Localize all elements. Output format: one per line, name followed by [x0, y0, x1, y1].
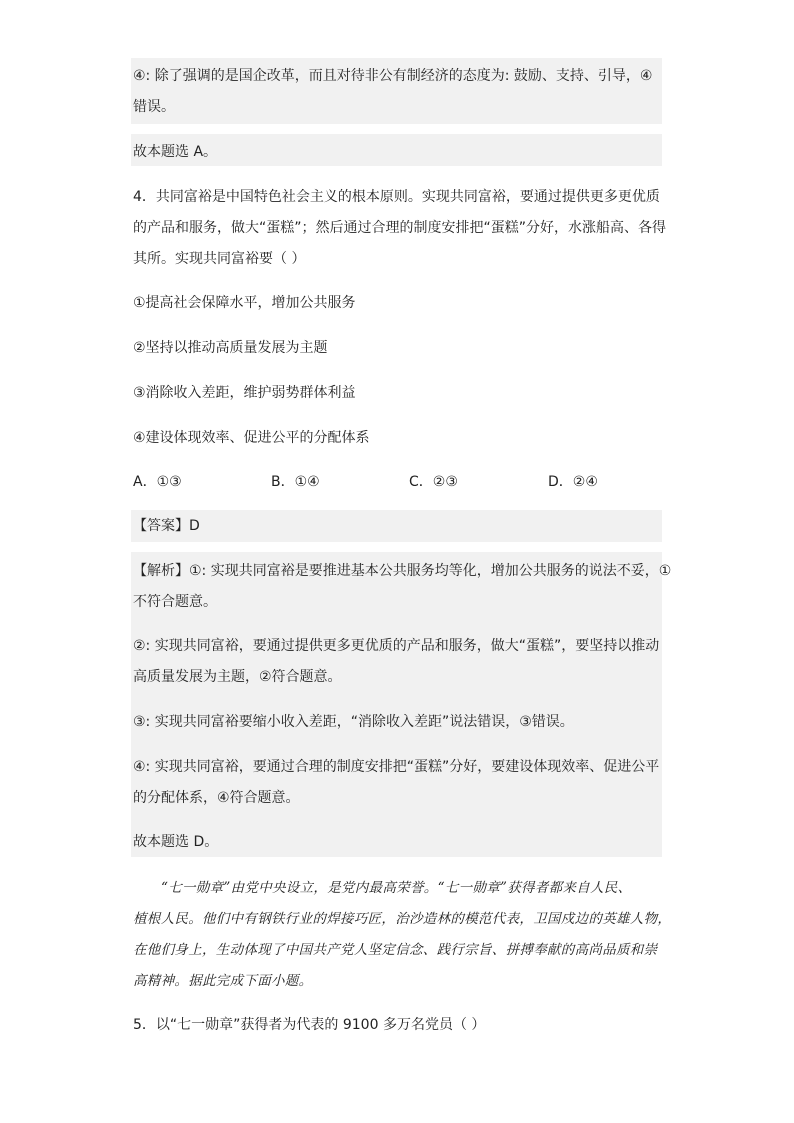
answer-block — [131, 510, 662, 542]
analysis-line: 的分配体系，④符合题意。 — [133, 790, 300, 806]
option-d: D．②④ — [548, 474, 598, 490]
option-c: C．②③ — [409, 474, 458, 490]
option-a: A．①③ — [133, 474, 182, 490]
prev-conclusion: 故本题选 A。 — [133, 144, 218, 160]
material-line: 在他们身上，生动体现了中国共产党人坚定信念、践行宗旨、拼搏奉献的高尚品质和崇 — [133, 942, 658, 958]
analysis-line: 不符合题意。 — [133, 594, 217, 610]
material-line: 植根人民。他们中有钢铁行业的焊接巧匠，治沙造林的模范代表，卫国戍边的英雄人物， — [133, 911, 672, 927]
prev-analysis-line: 错误。 — [133, 99, 175, 115]
question-4-stem: 4．共同富裕是中国特色社会主义的根本原则。实现共同富裕，要通过提供更多更优质 — [133, 189, 660, 205]
prev-analysis-line: ④: 除了强调的是国企改革，而且对待非公有制经济的态度为: 鼓励、支持、引导，④ — [133, 68, 653, 84]
material-line: 高精神。据此完成下面小题。 — [133, 973, 313, 989]
statement-2: ②坚持以推动高质量发展为主题 — [133, 340, 328, 356]
question-4-stem: 的产品和服务，做大“蛋糕”；然后通过合理的制度安排把“蛋糕”分好，水涨船高、各得 — [133, 220, 667, 236]
statement-4: ④建设体现效率、促进公平的分配体系 — [133, 430, 370, 446]
analysis-conclusion: 故本题选 D。 — [133, 834, 219, 850]
analysis-line: ④: 实现共同富裕，要通过合理的制度安排把“蛋糕”分好，要建设体现效率、促进公平 — [133, 759, 660, 775]
answer-label: 【答案】D — [133, 518, 200, 534]
analysis-line: ②: 实现共同富裕，要通过提供更多更优质的产品和服务，做大“蛋糕”，要坚持以推动 — [133, 638, 660, 654]
analysis-line: 【解析】①: 实现共同富裕是要推进基本公共服务均等化，增加公共服务的说法不妥，① — [133, 563, 672, 579]
option-b: B．①④ — [271, 474, 320, 490]
material-line: “七一勋章”由党中央设立，是党内最高荣誉。“七一勋章”获得者都来自人民、 — [161, 880, 632, 896]
statement-3: ③消除收入差距，维护弱势群体利益 — [133, 385, 356, 401]
analysis-line: ③: 实现共同富裕要缩小收入差距，“消除收入差距”说法错误，③错误。 — [133, 714, 574, 730]
statement-1: ①提高社会保障水平，增加公共服务 — [133, 295, 356, 311]
analysis-line: 高质量发展为主题，②符合题意。 — [133, 669, 342, 685]
question-4-stem: 其所。实现共同富裕要（ ） — [133, 251, 306, 267]
question-5-stem: 5．以“七一勋章”获得者为代表的 9100 多万名党员（ ） — [133, 1017, 486, 1033]
